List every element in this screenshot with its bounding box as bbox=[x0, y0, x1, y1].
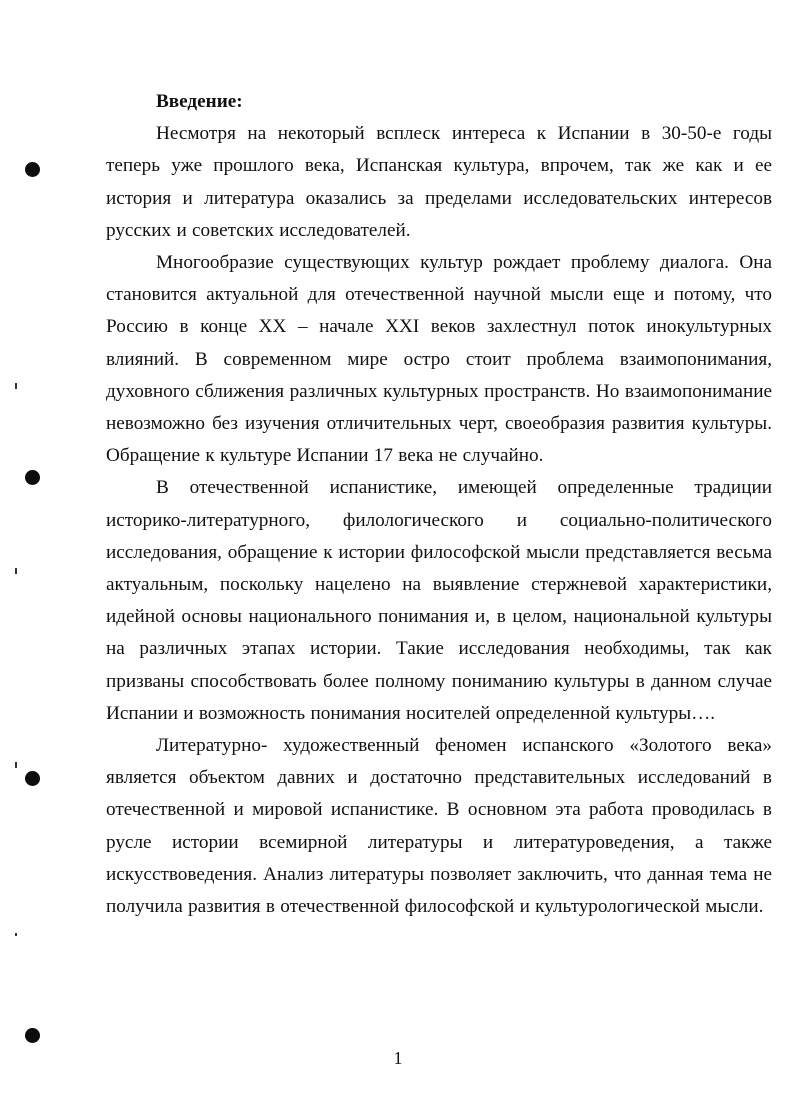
scan-speck-mark bbox=[15, 762, 17, 768]
paragraph: Несмотря на некоторый всплеск интереса к Испании в 30-50-е годы теперь уже прошлого века, Испанская культура, впрочем, так же как и ее история и литература оказались за пределами исследовательских интересов русских и советских исследователей. bbox=[106, 123, 772, 241]
paragraph: Литературно- художественный феномен испанского «Золотого века» является объектом давних и достаточно представительных исследований в отечественной и мировой испанистике. В основном эта работа проводилась в русле истории всемирной литературы и литературоведения, а также искусствоведения. Анализ литературы позволяет заключить, что данная тема не получила развития в отечественной философской и культурологической мысли. bbox=[106, 735, 772, 918]
paragraph: В отечественной испанистике, имеющей определенные традиции историко-литературного, филологического и социально-политического исследования, обращение к истории философской мысли представляется весьма актуальным, поскольку нацелено на выявление стержневой характеристики, идейной основы национального понимания и, в целом, национальной культуры на различных этапах истории. Такие исследования необходимы, так как призваны способствовать более полному пониманию культуры в данном случае Испании и возможность понимания носителей определенной культуры…. bbox=[106, 477, 772, 724]
binding-hole-mark bbox=[25, 162, 40, 177]
scan-speck-mark bbox=[15, 933, 17, 936]
paragraph: Многообразие существующих культур рождает проблему диалога. Она становится актуальной для отечественной научной мысли еще и потому, что Россию в конце XX – начале XXI веков захлестнул поток инокультурных влияний. В современном мире остро стоит проблема взаимопонимания, духовного сближения различных культурных пространств. Но взаимопонимание невозможно без изучения отличительных черт, своеобразия развития культуры. Обращение к культуре Испании 17 века не случайно. bbox=[106, 252, 772, 467]
scan-speck-mark bbox=[15, 383, 17, 389]
scan-speck-mark bbox=[15, 568, 17, 574]
binding-hole-mark bbox=[25, 1028, 40, 1043]
section-heading: Введение: bbox=[156, 91, 243, 112]
page-number: 1 bbox=[393, 1048, 403, 1068]
document-body bbox=[106, 86, 772, 923]
binding-hole-mark bbox=[25, 771, 40, 786]
binding-hole-mark bbox=[25, 470, 40, 485]
